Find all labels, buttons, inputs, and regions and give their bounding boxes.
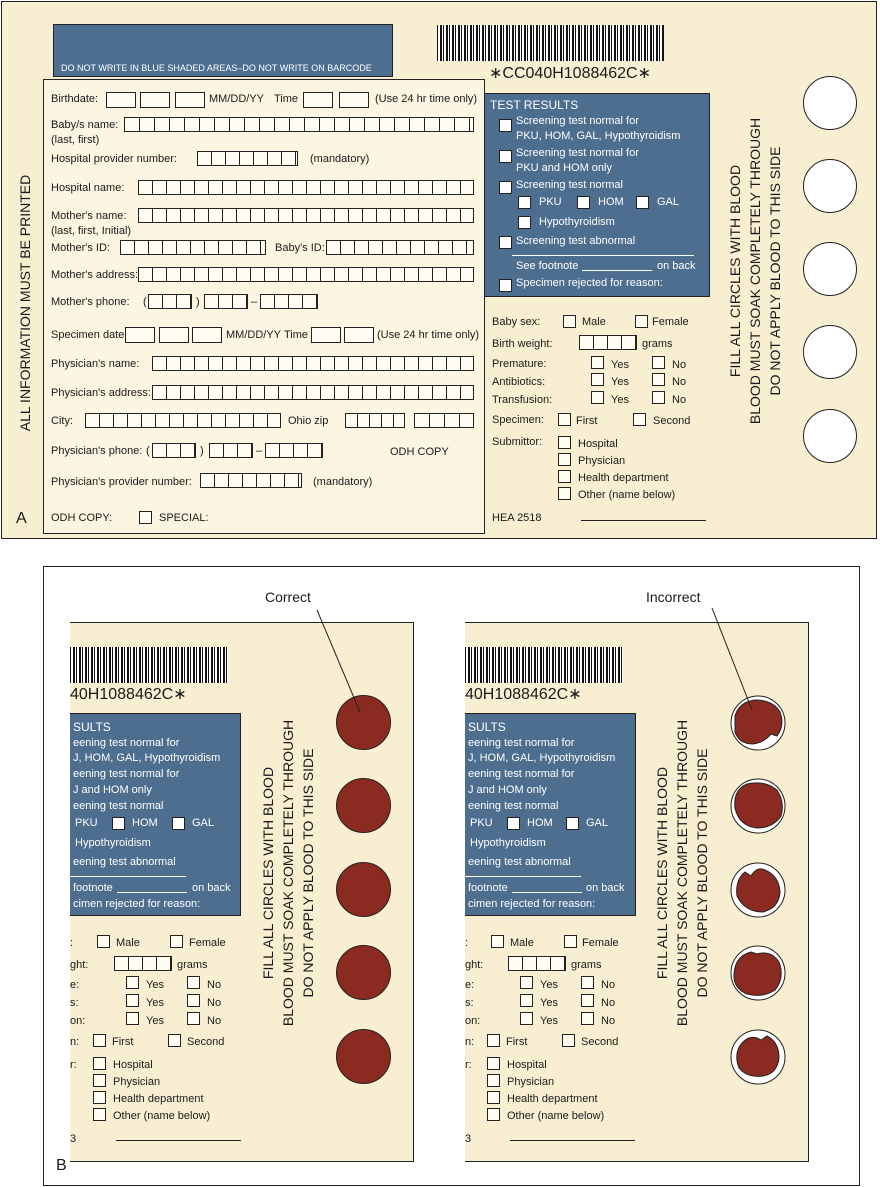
b-spec-n: n: [70,1036,80,1048]
mothers-phone-label: Mother's phone: [51,296,130,308]
correct-pointer-line [317,610,360,712]
b2-physician: Physician [507,1076,555,1088]
premature-label: Premature: [492,358,547,370]
female-label: Female [652,316,689,328]
b-grams: grams [177,959,208,971]
barcode-partial-2: 40H1088462C∗ [465,686,582,703]
b2-right-vertical-1: FILL ALL CIRCLES WITH BLOOD [654,766,670,980]
specimen-label: Specimen: [492,414,544,426]
b-rejected: cimen rejected for reason: [73,898,201,910]
b2-anti-yes: Yes [540,997,558,1009]
barcode-number: ∗CC040H1088462C∗ [489,65,652,82]
physicians-phone-dash: – [256,445,263,457]
b2-r1a: eening test normal for [468,737,575,749]
right-vertical-2: BLOOD MUST SOAK COMPLETELY THROUGH [747,117,763,425]
b-abnormal: eening test abnormal [73,856,176,868]
b-r2b: J and HOM only [73,784,152,796]
b-r1b: J, HOM, GAL, Hypothyroidism [73,752,221,764]
antibiotics-label: Antibiotics: [492,376,546,388]
b2-hospital: Hospital [507,1059,547,1071]
incorrect-label: Incorrect [646,589,701,605]
submittor-health: Health department [578,472,669,484]
b2-sults: SULTS [468,720,506,734]
tr-hypo: Hypothyroidism [539,216,615,228]
b2-second: Second [581,1036,619,1048]
b2-right-vertical-3: DO NOT APPLY BLOOD TO THIS SIDE [694,748,710,998]
tr-rejected: Specimen rejected for reason: [516,277,663,289]
panel-a-letter: A [16,510,27,527]
tr-normal-pku-hom-1: Screening test normal for [516,147,639,159]
b2-r2a: eening test normal for [468,768,575,780]
physicians-address-label: Physician's address: [51,387,151,399]
b-male: Male [116,937,140,949]
mothers-name-label: Mother's name: [51,210,127,222]
b2-r1b: J, HOM, GAL, Hypothyroidism [468,752,616,764]
test-results-title: TEST RESULTS [490,98,579,112]
b-gal: GAL [192,817,215,829]
b-health: Health department [113,1093,204,1105]
incorrect-pointer-line [712,608,752,710]
b-trans-on: on: [70,1015,86,1027]
submittor-other: Other (name below) [578,489,676,501]
birth-time-label: Time [274,93,299,105]
b-code-3: 3 [70,1133,77,1145]
specimen-second: Second [653,415,691,427]
b-right-vertical-2: BLOOD MUST SOAK COMPLETELY THROUGH [280,719,296,1027]
tr-hom: HOM [598,196,624,208]
b-right-vertical-3: DO NOT APPLY BLOOD TO THIS SIDE [300,748,316,998]
b2-anti-no: No [601,997,616,1009]
b-on-back: on back [192,882,231,894]
b-physician: Physician [113,1076,161,1088]
b-sex-colon: : [70,937,74,949]
birth-use24: (Use 24 hr time only) [375,93,478,105]
b2-gal: GAL [586,817,609,829]
tr-normal: Screening test normal [516,179,623,191]
b-hypo: Hypothyroidism [75,837,151,849]
tr-on-back: on back [657,260,696,272]
b2-grams: grams [571,959,602,971]
mothers-phone-paren-open: ( [143,296,147,308]
b2-trans-yes: Yes [540,1015,558,1027]
submittor-hospital: Hospital [578,438,618,450]
correct-label: Correct [265,589,311,605]
b-prem-yes: Yes [146,979,164,991]
b2-rejected: cimen rejected for reason: [468,898,596,910]
premature-yes: Yes [611,359,629,371]
b-trans-no: No [207,1015,222,1027]
b-hom: HOM [132,817,158,829]
blue-banner-text: DO NOT WRITE IN BLUE SHADED AREAS–DO NOT WRITE ON BARCODE [61,63,372,73]
b-first: First [112,1036,134,1048]
transfusion-label: Transfusion: [492,394,553,406]
b2-trans-no: No [601,1015,616,1027]
b2-on-back: on back [586,882,625,894]
b-footnote: footnote [73,882,113,894]
panel-b-letter: B [56,1157,67,1174]
b-prem-no: No [207,979,222,991]
mothers-phone-dash: – [251,296,258,308]
male-label: Male [582,316,606,328]
b2-spec-n: n: [465,1036,475,1048]
spec-time-label: Time [284,329,309,341]
b2-health: Health department [507,1093,598,1105]
b-hospital: Hospital [113,1059,153,1071]
tr-abnormal: Screening test abnormal [516,235,636,247]
physicians-phone-paren-close: ) [200,445,204,457]
right-vertical-1: FILL ALL CIRCLES WITH BLOOD [727,164,743,378]
b-weight-ght: ght: [70,959,89,971]
submittor-label: Submittor: [492,436,543,448]
physicians-provider-label: Physician's provider number: [51,476,192,488]
b-other: Other (name below) [113,1110,211,1122]
physicians-name-label: Physician's name: [51,358,140,370]
specimen-date-label: Specimen date [51,329,125,341]
b2-other: Other (name below) [507,1110,605,1122]
barcode-partial: 40H1088462C∗ [70,686,187,703]
form-code: HEA 2518 [492,512,542,524]
special-label: SPECIAL: [159,512,209,524]
b2-sex-colon: : [465,937,469,949]
b2-pku: PKU [470,817,493,829]
b2-right-vertical-2: BLOOD MUST SOAK COMPLETELY THROUGH [674,719,690,1027]
b2-trans-on: on: [465,1015,481,1027]
tr-pku: PKU [539,196,562,208]
right-vertical-3: DO NOT APPLY BLOOD TO THIS SIDE [767,146,783,396]
premature-no: No [672,359,687,371]
hospital-provider-label: Hospital provider number: [51,153,177,165]
b-anti-no: No [207,997,222,1009]
specimen-first: First [576,415,598,427]
b-pku: PKU [75,817,98,829]
b2-hom: HOM [527,817,553,829]
b2-hypo: Hypothyroidism [470,837,546,849]
mothers-phone-paren-close: ) [196,296,200,308]
tr-normal-all-2: PKU, HOM, GAL, Hypothyroidism [516,130,681,142]
b2-prem-e: e: [465,979,475,991]
tr-see-footnote: See footnote [516,260,579,272]
b-right-vertical-1: FILL ALL CIRCLES WITH BLOOD [260,766,276,980]
tr-normal-pku-hom-2: PKU and HOM only [516,162,612,174]
baby-sex-label: Baby sex: [492,316,541,328]
b2-footnote: footnote [468,882,508,894]
spec-mmddyy: MM/DD/YY [226,329,281,341]
b2-prem-no: No [601,979,616,991]
mothers-address-label: Mother's address: [51,269,139,281]
city-label: City: [51,415,73,427]
babys-name-sub: (last, first) [51,134,100,146]
b-r2a: eening test normal for [73,768,180,780]
mothers-name-sub: (last, first, Initial) [51,225,132,237]
odh-copy-label: ODH COPY [390,446,449,458]
left-vertical-text: ALL INFORMATION MUST BE PRINTED [17,174,33,432]
b2-abnormal: eening test abnormal [468,856,571,868]
babys-id-label: Baby's ID: [275,242,325,254]
tr-normal-all-1: Screening test normal for [516,115,639,127]
b-r1a: eening test normal for [73,737,180,749]
b2-r2b: J and HOM only [468,784,547,796]
b2-weight-ght: ght: [465,959,484,971]
mothers-id-label: Mother's ID: [51,242,110,254]
physicians-phone-label: Physician's phone: [51,445,143,457]
b-trans-yes: Yes [146,1015,164,1027]
transfusion-no: No [672,394,687,406]
b-anti-yes: Yes [146,997,164,1009]
b2-female: Female [582,937,619,949]
hospital-name-label: Hospital name: [51,182,125,194]
hospital-provider-mandatory: (mandatory) [310,153,370,165]
b-female: Female [189,937,226,949]
birth-mmddyy: MM/DD/YY [209,93,264,105]
b-anti-s: s: [70,997,79,1009]
b2-anti-s: s: [465,997,474,1009]
b-second: Second [187,1036,225,1048]
ohio-zip-label: Ohio zip [288,415,329,427]
birth-weight-label: Birth weight: [492,338,553,350]
tr-gal: GAL [657,196,680,208]
physicians-phone-paren-open: ( [146,445,150,457]
transfusion-yes: Yes [611,394,629,406]
spec-use24: (Use 24 hr time only) [377,329,480,341]
grams-label: grams [642,338,673,350]
babys-name-label: Baby/s name: [51,119,119,131]
b2-sub-r: r: [465,1059,472,1071]
physicians-provider-mandatory: (mandatory) [313,476,373,488]
birthdate-label: Birthdate: [51,93,99,105]
b-sults: SULTS [73,720,111,734]
b2-male: Male [510,937,534,949]
b-sub-r: r: [70,1059,77,1071]
b2-prem-yes: Yes [540,979,558,991]
submittor-physician: Physician [578,455,626,467]
antibiotics-yes: Yes [611,376,629,388]
b-prem-e: e: [70,979,80,991]
odh-copy-bottom: ODH COPY: [51,512,113,524]
b2-r3: eening test normal [468,800,559,812]
b2-code-3: 3 [465,1133,472,1145]
b2-first: First [506,1036,528,1048]
antibiotics-no: No [672,376,687,388]
b-r3: eening test normal [73,800,164,812]
